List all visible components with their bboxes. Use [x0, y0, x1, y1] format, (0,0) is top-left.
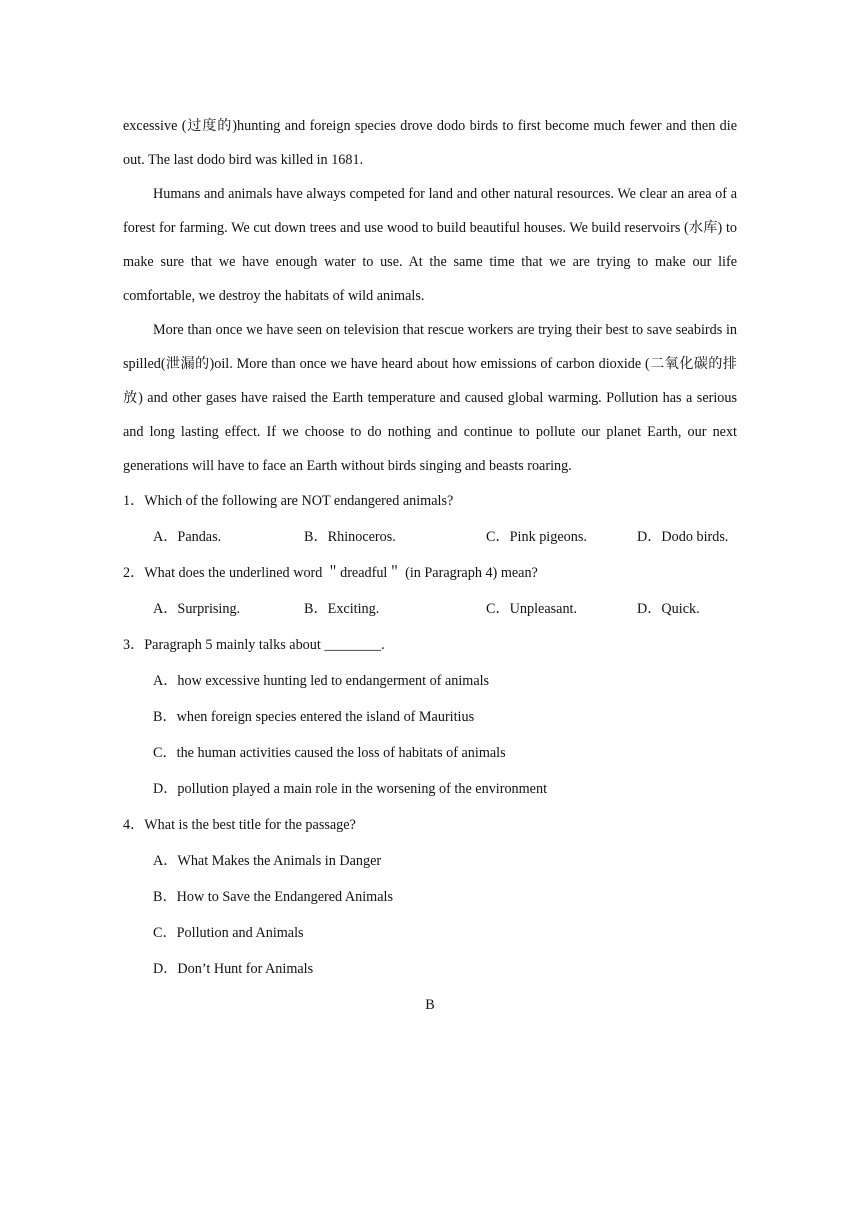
option-c: C．Unpleasant.: [486, 601, 578, 617]
document-page: [123, 109, 737, 1023]
option-b: B．Exciting.: [304, 601, 380, 617]
question-stem: 4．What is the best title for the passage?: [123, 817, 356, 833]
question-stem: 3．Paragraph 5 mainly talks about ________.: [123, 637, 385, 653]
question-3: [123, 627, 737, 807]
passage-paragraph-3: More than once we have seen on television that rescue workers are trying their best to save seabirds in spilled(泄漏的)oil. More than once we have heard about how emissions of carbon dioxide (二氧化碳的排放) and other gases have raised the Earth temperature and caused global warming. Pollution has a serious and long lasting effect. If we choose to do nothing and continue to pollute our planet Earth, our next generations will have to face an Earth without birds singing and beasts roaring.: [123, 322, 737, 474]
option-a: A．Pandas.: [153, 529, 222, 545]
option-c: C．Pink pigeons.: [486, 529, 587, 545]
question-stem: 1．Which of the following are NOT endangered animals?: [123, 493, 454, 509]
question-1: [123, 483, 737, 555]
option-d: D．Dodo birds.: [637, 529, 729, 545]
question-4: [123, 807, 737, 987]
option-b: B．when foreign species entered the island of Mauritius: [153, 709, 475, 725]
passage-paragraph-2: Humans and animals have always competed for land and other natural resources. We clear an area of a forest for farming. We cut down trees and use wood to build beautiful houses. We build reservoirs (水库) to make sure that we have enough water to use. At the same time that we are trying to make our life comfortable, we destroy the habitats of wild animals.: [123, 186, 737, 304]
options-row: [123, 519, 737, 555]
option-b: B．How to Save the Endangered Animals: [153, 889, 393, 905]
option-a: A．how excessive hunting led to endangerment of animals: [153, 673, 490, 689]
option-d: D．Don’t Hunt for Animals: [153, 961, 314, 977]
question-stem: 2．What does the underlined word ＂dreadful＂ (in Paragraph 4) mean?: [123, 565, 538, 581]
option-d: D．pollution played a main role in the worsening of the environment: [153, 781, 548, 797]
section-label: B: [425, 997, 435, 1013]
passage-paragraph-1: excessive (过度的)hunting and foreign species drove dodo birds to first become much fewer and then die out. The last dodo bird was killed in 1681.: [123, 118, 737, 168]
option-c: C．Pollution and Animals: [153, 925, 304, 941]
options-row: [123, 591, 737, 627]
option-a: A．Surprising.: [153, 601, 241, 617]
option-d: D．Quick.: [637, 601, 700, 617]
option-a: A．What Makes the Animals in Danger: [153, 853, 382, 869]
option-c: C．the human activities caused the loss of habitats of animals: [153, 745, 506, 761]
option-b: B．Rhinoceros.: [304, 529, 396, 545]
question-2: [123, 555, 737, 627]
